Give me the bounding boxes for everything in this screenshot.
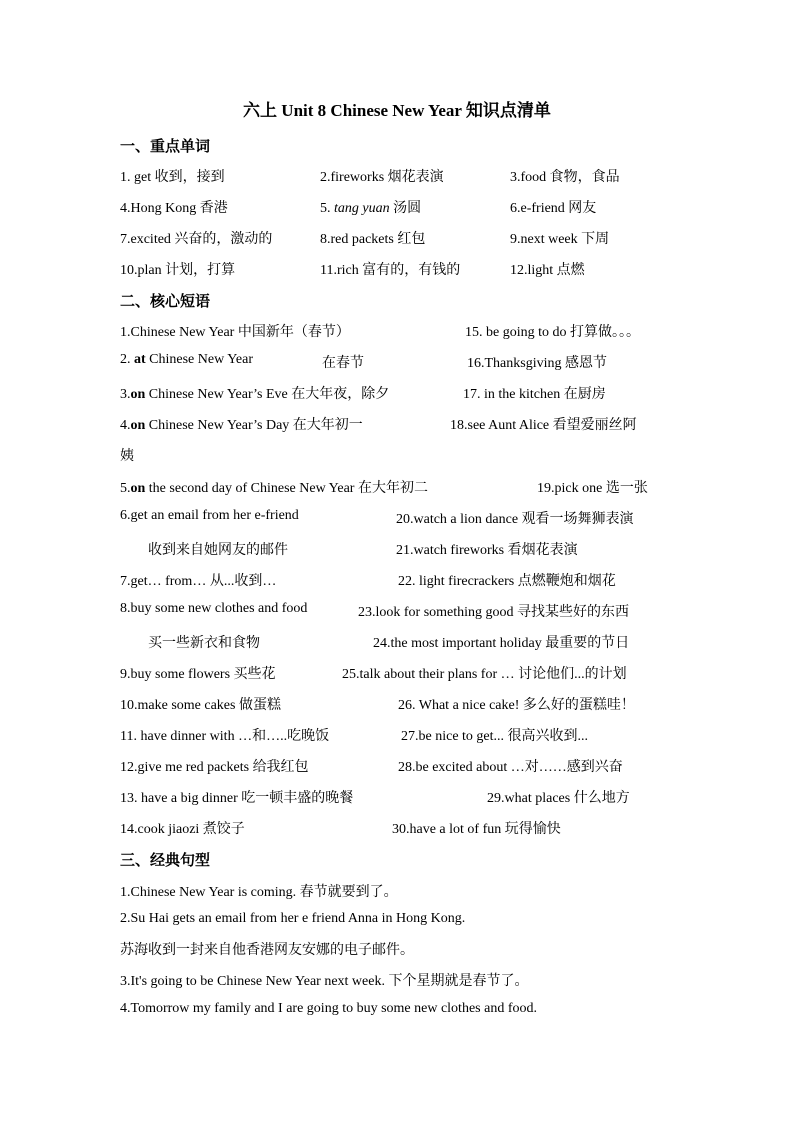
phrase-item: 3.on Chinese New Year’s Eve 在大年夜，除夕: [120, 387, 390, 402]
sentence-item: 4.Tomorrow my family and I are going to buy some new clothes and food.: [120, 1001, 537, 1016]
phrase-item: 21.watch fireworks 看烟花表演: [396, 543, 578, 558]
section-heading-words: 一、重点单词: [120, 137, 211, 155]
phrase-item-continued: 姨: [120, 449, 134, 464]
word-item: 3.food 食物，食品: [510, 170, 620, 185]
phrase-item: 12.give me red packets 给我红包: [120, 760, 309, 775]
phrase-item: 10.make some cakes 做蛋糕: [120, 698, 281, 713]
phrase-item: 26. What a nice cake! 多么好的蛋糕哇！: [398, 698, 635, 713]
phrase-item: 29.what places 什么地方: [487, 791, 630, 806]
word-item: 10.plan 计划，打算: [120, 263, 236, 278]
phrase-item: 16.Thanksgiving 感恩节: [467, 356, 607, 371]
phrase-item: 30.have a lot of fun 玩得愉快: [392, 822, 561, 837]
phrase-item: 22. light firecrackers 点燃鞭炮和烟花: [398, 574, 616, 589]
phrase-item: 27.be nice to get... 很高兴收到...: [401, 729, 589, 744]
phrase-item: 15. be going to do 打算做。。。: [465, 325, 640, 340]
phrase-item: 4.on Chinese New Year’s Day 在大年初一: [120, 418, 363, 433]
word-item: 1. get 收到，接到: [120, 170, 225, 185]
phrase-item: 20.watch a lion dance 观看一场舞狮表演: [396, 512, 634, 527]
phrase-item: 17. in the kitchen 在厨房: [463, 387, 606, 402]
sentence-item: 2.Su Hai gets an email from her e friend Anna in Hong Kong.: [120, 911, 466, 926]
phrase-item: 8.buy some new clothes and food: [120, 601, 308, 616]
phrase-item: 1.Chinese New Year 中国新年（春节）: [120, 325, 350, 340]
phrase-item: 14.cook jiaozi 煮饺子: [120, 822, 245, 837]
phrase-item: 7.get… from… 从...收到…: [120, 574, 277, 589]
phrase-item: 13. have a big dinner 吃一顿丰盛的晚餐: [120, 791, 354, 806]
word-item: 7.excited 兴奋的，激动的: [120, 232, 273, 247]
word-item: 4.Hong Kong 香港: [120, 201, 228, 216]
phrase-item: 在春节: [322, 356, 364, 371]
word-item: 2.fireworks 烟花表演: [320, 170, 444, 185]
word-item: 5. tang yuan 汤圆: [320, 201, 422, 216]
sentence-item: 1.Chinese New Year is coming. 春节就要到了。: [120, 885, 398, 900]
phrase-item: 5.on the second day of Chinese New Year 在大年初二: [120, 481, 428, 496]
word-item: 9.next week 下周: [510, 232, 610, 247]
phrase-item: 11. have dinner with …和…..吃晚饭: [120, 729, 330, 744]
word-item: 11.rich 富有的，有钱的: [320, 263, 461, 278]
phrase-item: 6.get an email from her e-friend: [120, 508, 299, 523]
sentence-translation: 苏海收到一封来自他香港网友安娜的电子邮件。: [120, 942, 414, 958]
page-title: 六上 Unit 8 Chinese New Year 知识点清单: [243, 101, 551, 120]
word-item: 6.e-friend 网友: [510, 201, 597, 216]
word-item: 8.red packets 红包: [320, 232, 426, 247]
phrase-item: 18.see Aunt Alice 看望爱丽丝阿: [450, 418, 637, 433]
phrase-item: 23.look for something good 寻找某些好的东西: [358, 605, 630, 620]
word-item: 12.light 点燃: [510, 263, 585, 278]
phrase-item: 19.pick one 选一张: [537, 481, 648, 496]
phrase-item: 24.the most important holiday 最重要的节日: [373, 636, 630, 651]
phrase-item: 28.be excited about …对……感到兴奋: [398, 760, 623, 775]
section-heading-phrases: 二、核心短语: [120, 292, 211, 310]
sentence-item: 3.It's going to be Chinese New Year next week. 下个星期就是春节了。: [120, 974, 529, 989]
phrase-item: 25.talk about their plans for … 讨论他们...的计划: [342, 667, 627, 682]
phrase-item-translation: 买一些新衣和食物: [148, 636, 260, 651]
section-heading-sentences: 三、经典句型: [120, 851, 211, 869]
phrase-item: 2. at Chinese New Year: [120, 352, 253, 367]
phrase-item: 9.buy some flowers 买些花: [120, 667, 276, 682]
phrase-item-translation: 收到来自她网友的邮件: [148, 543, 288, 558]
